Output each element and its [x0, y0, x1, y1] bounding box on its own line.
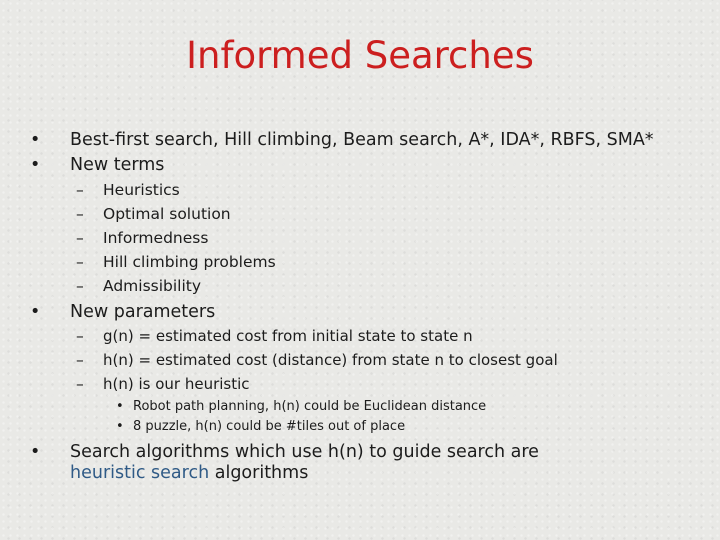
param-item: g(n) = estimated cost from initial state to state n — [103, 327, 473, 345]
dash-marker: – — [76, 375, 84, 393]
bullet-marker: • — [30, 155, 41, 175]
slide-title: Informed Searches — [186, 34, 534, 77]
bullet-marker: • — [30, 130, 41, 150]
example-item: Robot path planning, h(n) could be Euclidean distance — [133, 399, 487, 414]
heuristic-search-term: heuristic search — [70, 463, 210, 483]
bullet-marker: • — [116, 399, 124, 414]
bullet-marker: • — [30, 442, 41, 462]
term-item: Hill climbing problems — [103, 253, 276, 271]
dash-marker: – — [76, 253, 84, 271]
dash-marker: – — [76, 351, 84, 369]
term-item: Heuristics — [103, 181, 180, 199]
dash-marker: – — [76, 205, 84, 223]
bullet-marker: • — [30, 302, 41, 322]
term-item: Informedness — [103, 229, 209, 247]
param-item: h(n) = estimated cost (distance) from state n to closest goal — [103, 351, 558, 369]
algorithms-text: algorithms — [209, 463, 309, 483]
bullet-heuristic-search: Search algorithms which use h(n) to guide search are — [70, 442, 539, 462]
param-item: h(n) is our heuristic — [103, 375, 250, 393]
bullet-heuristic-search-cont — [70, 463, 308, 483]
dash-marker: – — [76, 229, 84, 247]
dash-marker: – — [76, 327, 84, 345]
dash-marker: – — [76, 277, 84, 295]
dash-marker: – — [76, 181, 84, 199]
bullet-new-parameters: New parameters — [70, 302, 216, 322]
example-item: 8 puzzle, h(n) could be #tiles out of place — [133, 419, 406, 434]
bullet-algorithms: Best-first search, Hill climbing, Beam search, A*, IDA*, RBFS, SMA* — [70, 130, 654, 150]
term-item: Optimal solution — [103, 205, 231, 223]
bullet-marker: • — [116, 419, 124, 434]
bullet-new-terms: New terms — [70, 155, 165, 175]
term-item: Admissibility — [103, 277, 202, 295]
